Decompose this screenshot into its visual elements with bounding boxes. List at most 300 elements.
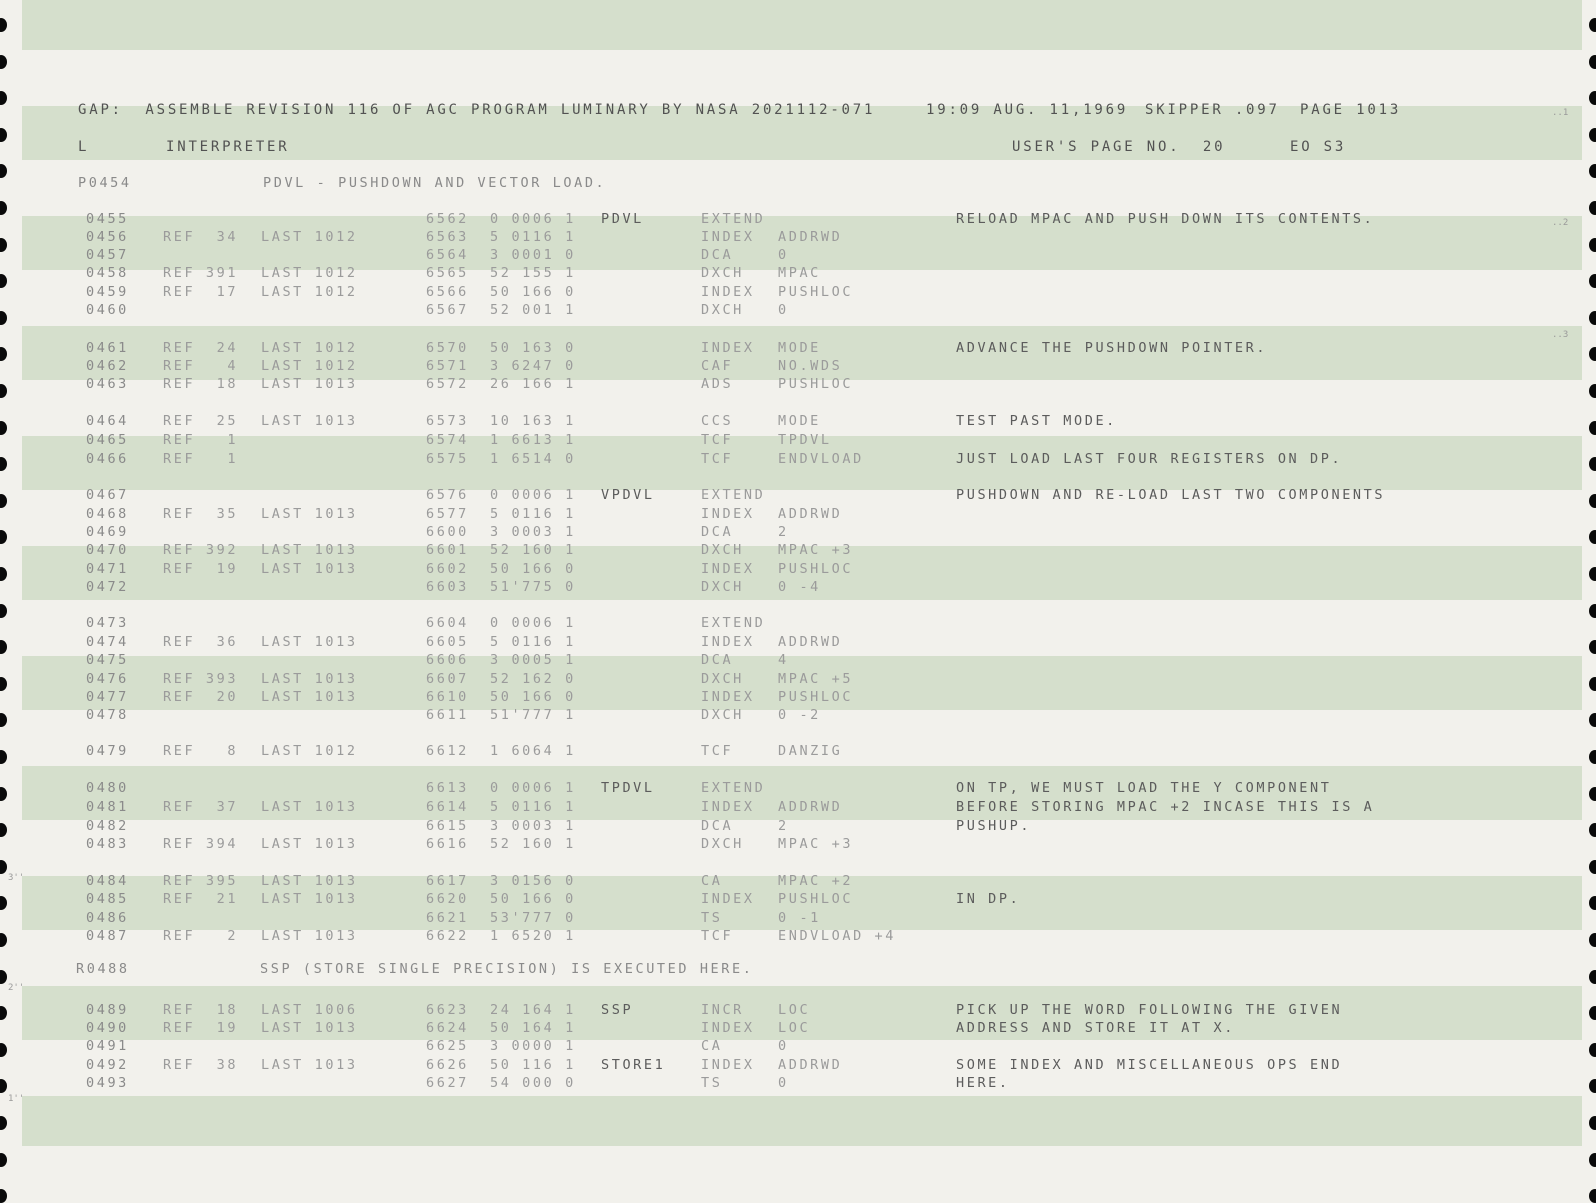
feed-hole (1589, 421, 1596, 435)
opcode: CAF (701, 358, 734, 374)
margin-mark: ..1 (1552, 108, 1569, 118)
operand: MODE (778, 413, 821, 429)
feed-hole (1589, 55, 1596, 69)
ref-count: REF 8 (163, 743, 239, 759)
operand: MPAC +3 (778, 836, 854, 852)
feed-hole (0, 933, 7, 947)
address: 6572 (426, 376, 469, 392)
operand: NO.WDS (778, 358, 843, 374)
label: STORE1 (601, 1057, 666, 1073)
label: VPDVL (601, 487, 655, 503)
opcode: EXTEND (701, 615, 766, 631)
section-id: P0454 (78, 175, 132, 191)
last-page: LAST 1013 (261, 873, 358, 889)
feed-hole (1589, 1153, 1596, 1167)
operand: MPAC (778, 265, 821, 281)
machine-code: 50 166 0 (490, 689, 576, 705)
address: 6603 (426, 579, 469, 595)
last-page: LAST 1013 (261, 542, 358, 558)
feed-hole (0, 823, 7, 837)
line-number: 0484 (86, 873, 129, 889)
operand: MPAC +2 (778, 873, 854, 889)
address: 6571 (426, 358, 469, 374)
address: 6613 (426, 780, 469, 796)
machine-code: 52 162 0 (490, 671, 576, 687)
comment: RELOAD MPAC AND PUSH DOWN ITS CONTENTS. (956, 211, 1375, 227)
machine-code: 52 160 1 (490, 542, 576, 558)
operand: LOC (778, 1020, 811, 1036)
opcode: INDEX (701, 634, 755, 650)
line-number: 0464 (86, 413, 129, 429)
skipper-id: SKIPPER .097 (1145, 102, 1280, 118)
operand: 0 -1 (778, 910, 821, 926)
last-page: LAST 1013 (261, 376, 358, 392)
feed-hole (1589, 604, 1596, 618)
address: 6576 (426, 487, 469, 503)
operand: 0 -2 (778, 707, 821, 723)
feed-hole (0, 567, 7, 581)
opcode: TCF (701, 451, 734, 467)
last-page: LAST 1012 (261, 229, 358, 245)
opcode: DXCH (701, 579, 744, 595)
feed-hole (1589, 970, 1596, 984)
comment: BEFORE STORING MPAC +2 INCASE THIS IS A (956, 799, 1375, 815)
section-description: PDVL - PUSHDOWN AND VECTOR LOAD. (263, 175, 607, 191)
opcode: INDEX (701, 1020, 755, 1036)
address: 6611 (426, 707, 469, 723)
label: TPDVL (601, 780, 655, 796)
ref-count: REF 391 (163, 265, 239, 281)
line-number: 0475 (86, 652, 129, 668)
ref-count: REF 38 (163, 1057, 239, 1073)
operand: PUSHLOC (778, 376, 854, 392)
opcode: INDEX (701, 891, 755, 907)
address: 6626 (426, 1057, 469, 1073)
machine-code: 1 6514 0 (490, 451, 576, 467)
operand: DANZIG (778, 743, 843, 759)
margin-mark: 1'' (8, 1094, 25, 1104)
feed-hole (0, 713, 7, 727)
ref-count: REF 393 (163, 671, 239, 687)
address: 6623 (426, 1002, 469, 1018)
opcode: DCA (701, 652, 734, 668)
address: 6614 (426, 799, 469, 815)
opcode: DCA (701, 524, 734, 540)
ref-count: REF 21 (163, 891, 239, 907)
line-number: 0480 (86, 780, 129, 796)
opcode: INDEX (701, 1057, 755, 1073)
feed-hole (1589, 677, 1596, 691)
paper-band (22, 0, 1582, 50)
feed-hole (0, 1116, 7, 1130)
feed-hole (1589, 201, 1596, 215)
feed-hole (1589, 1079, 1596, 1093)
ref-count: REF 37 (163, 799, 239, 815)
opcode: INDEX (701, 689, 755, 705)
operand: 0 (778, 1075, 789, 1091)
operand: ENDVLOAD (778, 451, 864, 467)
ref-count: REF 392 (163, 542, 239, 558)
opcode: TS (701, 1075, 723, 1091)
opcode: EXTEND (701, 487, 766, 503)
line-number: 0483 (86, 836, 129, 852)
opcode: INCR (701, 1002, 744, 1018)
feed-hole (0, 311, 7, 325)
machine-code: 50 164 1 (490, 1020, 576, 1036)
machine-code: 3 0000 1 (490, 1038, 576, 1054)
feed-hole (1589, 896, 1596, 910)
machine-code: 50 166 0 (490, 561, 576, 577)
ref-count: REF 1 (163, 451, 239, 467)
operand: 2 (778, 818, 789, 834)
address: 6570 (426, 340, 469, 356)
feed-hole (0, 1153, 7, 1167)
machine-code: 1 6520 1 (490, 928, 576, 944)
machine-code: 3 0156 0 (490, 873, 576, 889)
opcode: INDEX (701, 506, 755, 522)
machine-code: 51'777 1 (490, 707, 576, 723)
ref-count: REF 19 (163, 561, 239, 577)
feed-hole (0, 1079, 7, 1093)
machine-code: 3 0003 1 (490, 818, 576, 834)
label: PDVL (601, 211, 644, 227)
line-number: 0456 (86, 229, 129, 245)
feed-hole (0, 860, 7, 874)
feed-hole (0, 604, 7, 618)
feed-hole (1589, 164, 1596, 178)
opcode: INDEX (701, 799, 755, 815)
margin-mark: ..2 (1552, 218, 1569, 228)
opcode: CCS (701, 413, 734, 429)
feed-hole (1589, 640, 1596, 654)
address: 6566 (426, 284, 469, 300)
operand: PUSHLOC (778, 284, 854, 300)
machine-code: 3 0005 1 (490, 652, 576, 668)
opcode: INDEX (701, 229, 755, 245)
address: 6562 (426, 211, 469, 227)
feed-hole (0, 640, 7, 654)
section-name: INTERPRETER (166, 139, 290, 155)
feed-hole (0, 201, 7, 215)
address: 6575 (426, 451, 469, 467)
paper-band (22, 1096, 1582, 1146)
line-number: 0457 (86, 247, 129, 263)
feed-hole (0, 1189, 7, 1203)
feed-hole (0, 238, 7, 252)
line-number: 0468 (86, 506, 129, 522)
address: 6627 (426, 1075, 469, 1091)
feed-hole (0, 384, 7, 398)
comment: PUSHUP. (956, 818, 1032, 834)
address: 6615 (426, 818, 469, 834)
feed-hole (0, 896, 7, 910)
ref-count: REF 36 (163, 634, 239, 650)
opcode: DXCH (701, 671, 744, 687)
last-page: LAST 1013 (261, 634, 358, 650)
opcode: ADS (701, 376, 734, 392)
line-number: 0492 (86, 1057, 129, 1073)
feed-hole (1589, 933, 1596, 947)
feed-hole (1589, 787, 1596, 801)
last-page: LAST 1012 (261, 265, 358, 281)
feed-hole (0, 164, 7, 178)
machine-code: 50 166 0 (490, 891, 576, 907)
feed-hole (0, 128, 7, 142)
comment: JUST LOAD LAST FOUR REGISTERS ON DP. (956, 451, 1343, 467)
last-page: LAST 1013 (261, 891, 358, 907)
operand: ADDRWD (778, 799, 843, 815)
ref-count: REF 395 (163, 873, 239, 889)
line-number: 0458 (86, 265, 129, 281)
line-number: 0463 (86, 376, 129, 392)
opcode: CA (701, 1038, 723, 1054)
operand: 2 (778, 524, 789, 540)
feed-hole (0, 1006, 7, 1020)
line-number: 0465 (86, 432, 129, 448)
address: 6605 (426, 634, 469, 650)
l-marker: L (78, 139, 90, 155)
line-number: 0487 (86, 928, 129, 944)
feed-hole (1589, 750, 1596, 764)
machine-code: 5 0116 1 (490, 229, 576, 245)
address: 6601 (426, 542, 469, 558)
line-number: 0473 (86, 615, 129, 631)
listing-title: GAP: ASSEMBLE REVISION 116 OF AGC PROGRAM LUMINARY BY NASA 2021112-071 (78, 102, 876, 118)
machine-code: 52 001 1 (490, 302, 576, 318)
opcode: DXCH (701, 836, 744, 852)
feed-hole (1589, 274, 1596, 288)
line-number: 0479 (86, 743, 129, 759)
opcode: EXTEND (701, 211, 766, 227)
print-timestamp: 19:09 AUG. 11,1969 (926, 102, 1129, 118)
line-number: 0471 (86, 561, 129, 577)
machine-code: 0 0006 1 (490, 487, 576, 503)
comment: TEST PAST MODE. (956, 413, 1117, 429)
operand: ADDRWD (778, 634, 843, 650)
opcode: DXCH (701, 302, 744, 318)
feed-hole (0, 787, 7, 801)
machine-code: 5 0116 1 (490, 799, 576, 815)
feed-hole (0, 750, 7, 764)
feed-hole (0, 494, 7, 508)
ref-count: REF 34 (163, 229, 239, 245)
feed-hole (1589, 347, 1596, 361)
machine-code: 1 6064 1 (490, 743, 576, 759)
machine-code: 50 163 0 (490, 340, 576, 356)
feed-hole (0, 274, 7, 288)
last-page: LAST 1013 (261, 671, 358, 687)
ref-count: REF 17 (163, 284, 239, 300)
address: 6617 (426, 873, 469, 889)
operand: 0 (778, 302, 789, 318)
operand: 0 -4 (778, 579, 821, 595)
feed-hole (0, 530, 7, 544)
feed-hole (0, 421, 7, 435)
margin-mark: 2'' (8, 983, 25, 993)
operand: MODE (778, 340, 821, 356)
last-page: LAST 1012 (261, 284, 358, 300)
operand: 0 (778, 247, 789, 263)
opcode: DXCH (701, 707, 744, 723)
comment: PICK UP THE WORD FOLLOWING THE GIVEN (956, 1002, 1343, 1018)
address: 6622 (426, 928, 469, 944)
operand: PUSHLOC (778, 561, 854, 577)
operand: PUSHLOC (778, 891, 854, 907)
feed-hole (1589, 1189, 1596, 1203)
feed-hole (0, 1043, 7, 1057)
line-number: 0462 (86, 358, 129, 374)
comment: HERE. (956, 1075, 1010, 1091)
line-number: 0474 (86, 634, 129, 650)
ref-count: REF 24 (163, 340, 239, 356)
opcode: INDEX (701, 340, 755, 356)
feed-hole (1589, 384, 1596, 398)
margin-mark: ..3 (1552, 330, 1569, 340)
line-number: 0481 (86, 799, 129, 815)
address: 6573 (426, 413, 469, 429)
address: 6600 (426, 524, 469, 540)
address: 6607 (426, 671, 469, 687)
machine-code: 3 0003 1 (490, 524, 576, 540)
ref-count: REF 18 (163, 1002, 239, 1018)
ref-count: REF 394 (163, 836, 239, 852)
machine-code: 26 166 1 (490, 376, 576, 392)
address: 6621 (426, 910, 469, 926)
operand: 0 (778, 1038, 789, 1054)
ref-count: REF 2 (163, 928, 239, 944)
eo-marker: EO S3 (1290, 139, 1347, 155)
comment: PUSHDOWN AND RE-LOAD LAST TWO COMPONENTS (956, 487, 1386, 503)
line-number: 0493 (86, 1075, 129, 1091)
last-page: LAST 1013 (261, 928, 358, 944)
feed-hole (1589, 567, 1596, 581)
comment: ADDRESS AND STORE IT AT X. (956, 1020, 1235, 1036)
line-number: 0477 (86, 689, 129, 705)
feed-hole (0, 91, 7, 105)
machine-code: 5 0116 1 (490, 506, 576, 522)
line-number: 0467 (86, 487, 129, 503)
label: SSP (601, 1002, 634, 1018)
line-number: 0476 (86, 671, 129, 687)
feed-hole (0, 970, 7, 984)
comment: IN DP. (956, 891, 1021, 907)
section-id: R0488 (76, 961, 130, 977)
feed-hole (1589, 1006, 1596, 1020)
machine-code: 0 0006 1 (490, 615, 576, 631)
ref-count: REF 35 (163, 506, 239, 522)
feed-hole (1589, 457, 1596, 471)
feed-hole (1589, 713, 1596, 727)
printout-sheet (22, 0, 1582, 1200)
line-number: 0466 (86, 451, 129, 467)
line-number: 0472 (86, 579, 129, 595)
comment: SOME INDEX AND MISCELLANEOUS OPS END (956, 1057, 1343, 1073)
operand: 4 (778, 652, 789, 668)
line-number: 0482 (86, 818, 129, 834)
machine-code: 0 0006 1 (490, 780, 576, 796)
machine-code: 0 0006 1 (490, 211, 576, 227)
feed-hole (1589, 494, 1596, 508)
line-number: 0470 (86, 542, 129, 558)
margin-mark: 3'' (8, 873, 25, 883)
machine-code: 24 164 1 (490, 1002, 576, 1018)
feed-hole (0, 347, 7, 361)
opcode: TCF (701, 743, 734, 759)
feed-hole (1589, 18, 1596, 32)
operand: ADDRWD (778, 1057, 843, 1073)
address: 6610 (426, 689, 469, 705)
section-description: SSP (STORE SINGLE PRECISION) IS EXECUTED HERE. (260, 961, 754, 977)
address: 6563 (426, 229, 469, 245)
feed-hole (0, 18, 7, 32)
last-page: LAST 1013 (261, 836, 358, 852)
last-page: LAST 1013 (261, 413, 358, 429)
line-number: 0486 (86, 910, 129, 926)
line-number: 0459 (86, 284, 129, 300)
feed-hole (0, 457, 7, 471)
machine-code: 3 6247 0 (490, 358, 576, 374)
opcode: DXCH (701, 542, 744, 558)
last-page: LAST 1013 (261, 799, 358, 815)
address: 6612 (426, 743, 469, 759)
last-page: LAST 1012 (261, 358, 358, 374)
operand: PUSHLOC (778, 689, 854, 705)
operand: ADDRWD (778, 506, 843, 522)
opcode: EXTEND (701, 780, 766, 796)
ref-count: REF 1 (163, 432, 239, 448)
line-number: 0461 (86, 340, 129, 356)
opcode: DCA (701, 247, 734, 263)
opcode: TS (701, 910, 723, 926)
address: 6565 (426, 265, 469, 281)
machine-code: 54 000 0 (490, 1075, 576, 1091)
address: 6606 (426, 652, 469, 668)
address: 6624 (426, 1020, 469, 1036)
address: 6574 (426, 432, 469, 448)
tractor-feed-right (1582, 0, 1596, 1200)
feed-hole (1589, 860, 1596, 874)
opcode: DCA (701, 818, 734, 834)
address: 6567 (426, 302, 469, 318)
feed-hole (1589, 91, 1596, 105)
feed-hole (0, 677, 7, 691)
last-page: LAST 1013 (261, 1020, 358, 1036)
operand: TPDVL (778, 432, 832, 448)
ref-count: REF 20 (163, 689, 239, 705)
line-number: 0469 (86, 524, 129, 540)
opcode: INDEX (701, 284, 755, 300)
feed-hole (1589, 1116, 1596, 1130)
last-page: LAST 1013 (261, 506, 358, 522)
last-page: LAST 1006 (261, 1002, 358, 1018)
line-number: 0460 (86, 302, 129, 318)
address: 6625 (426, 1038, 469, 1054)
comment: ADVANCE THE PUSHDOWN POINTER. (956, 340, 1268, 356)
last-page: LAST 1013 (261, 561, 358, 577)
line-number: 0478 (86, 707, 129, 723)
operand: MPAC +5 (778, 671, 854, 687)
machine-code: 5 0116 1 (490, 634, 576, 650)
opcode: DXCH (701, 265, 744, 281)
operand: ADDRWD (778, 229, 843, 245)
last-page: LAST 1013 (261, 1057, 358, 1073)
opcode: TCF (701, 928, 734, 944)
address: 6620 (426, 891, 469, 907)
opcode: CA (701, 873, 723, 889)
line-number: 0455 (86, 211, 129, 227)
feed-hole (1589, 823, 1596, 837)
machine-code: 10 163 1 (490, 413, 576, 429)
